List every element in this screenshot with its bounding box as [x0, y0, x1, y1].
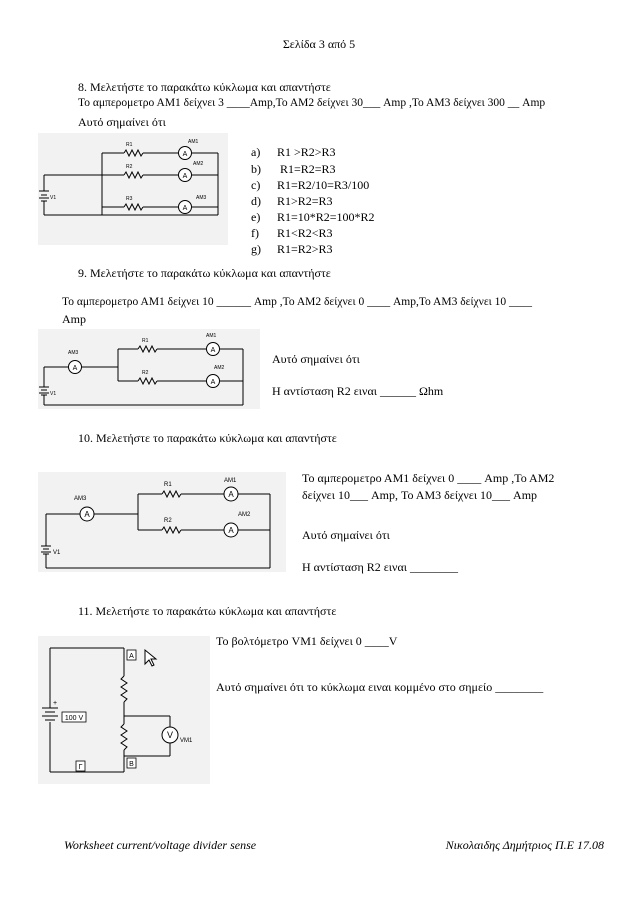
q9-label-r1: R1 [142, 338, 149, 344]
q10-text2: δείχνει 10___ Amp, Το ΑΜ3 δείχνει 10___ Amp [302, 488, 538, 502]
svg-text:A: A [182, 173, 188, 180]
q11-label-b: B [129, 761, 134, 768]
footer-right: Νικολαιδης Δημήτριος Π.Ε 17.08 [445, 838, 604, 852]
q8-label-r3: R3 [126, 196, 133, 202]
page-header: Σελίδα 3 από 5 [282, 37, 356, 51]
q8-option: b) R1=R2=R3 [251, 162, 336, 176]
q9-line1: Το αμπερομετρο ΑΜ1 δείχνει 10 ______ Amp ,Το ΑΜ2 δείχνει 0 ____ Amp,Το ΑΜ3 δείχνει 10 ____ [62, 296, 533, 308]
q11-label-vm1: VM1 [180, 738, 193, 744]
q8-label-r1: R1 [126, 142, 133, 148]
q10-answer1: Αυτό σημαίνει ότι [302, 528, 390, 542]
q10-title: 10. Μελετήστε το παρακάτω κύκλωμα και απαντήστε [78, 431, 337, 445]
q11-label-g: Γ [78, 764, 83, 771]
q8-label-am1: AM1 [188, 139, 199, 145]
q8-label-am3: AM3 [196, 195, 207, 201]
q9-answer2: Η αντίσταση R2 ειναι ______ Ωhm [272, 384, 444, 398]
q8-line2: Αυτό σημαίνει ότι [78, 115, 166, 129]
q8-option: f) R1<R2<R3 [251, 226, 333, 240]
q9-line2: Amp [62, 312, 86, 326]
q9-label-am1: AM1 [206, 333, 217, 339]
q8-label-r2: R2 [126, 164, 133, 170]
q10-label-am2: AM2 [238, 512, 251, 518]
svg-text:+: + [53, 700, 58, 707]
q8-label-am2: AM2 [193, 161, 204, 167]
q8-label-v1: V1 [50, 195, 57, 201]
q11-text2: Αυτό σημαίνει ότι το κύκλωμα ειναι κομμένο στο σημείο ________ [216, 680, 544, 694]
q11-text1: Το βολτόμετρο VM1 δείχνει 0 ____V [216, 634, 398, 648]
q8-option: g) R1=R2>R3 [251, 242, 333, 256]
q8-circuit [38, 133, 228, 245]
q9-label-r2: R2 [142, 370, 149, 376]
q10-label-r1: R1 [164, 482, 172, 488]
q11-label-source: 100 V [64, 715, 84, 722]
svg-text:A: A [228, 490, 234, 499]
q9-answer1: Αυτό σημαίνει ότι [272, 352, 360, 366]
q8-option: d) R1>R2=R3 [251, 194, 333, 208]
q11-label-a: A [129, 653, 134, 660]
q11-circuit [38, 636, 210, 784]
q10-answer2: Η αντίσταση R2 ειναι ________ [302, 560, 458, 574]
svg-text:A: A [182, 151, 188, 158]
q9-label-am3: AM3 [68, 350, 79, 356]
q8-title: 8. Μελετήστε το παρακάτω κύκλωμα και απαντήστε [78, 80, 331, 94]
q10-label-am1: AM1 [224, 478, 237, 484]
footer-left: Worksheet current/voltage divider sense [64, 838, 257, 852]
q9-circuit [38, 329, 260, 409]
q10-label-am3: AM3 [74, 496, 87, 502]
q9-label-am2: AM2 [214, 365, 225, 371]
q8-option: c) R1=R2/10=R3/100 [251, 178, 370, 192]
svg-text:A: A [72, 365, 78, 372]
q8-option: e) R1=10*R2=100*R2 [251, 210, 375, 224]
svg-text:A: A [228, 526, 234, 535]
q9-label-v1: V1 [50, 391, 57, 397]
svg-text:A: A [210, 379, 216, 386]
svg-text:A: A [210, 347, 216, 354]
q11-label-v: V [166, 730, 174, 740]
q8-option: a) R1 >R2>R3 [251, 145, 336, 159]
q10-circuit [38, 472, 286, 572]
svg-text:A: A [182, 205, 188, 212]
q10-label-v1: V1 [53, 550, 61, 556]
q8-line1: Το αμπερομετρο ΑΜ1 δείχνει 3 ____Αmp,Το ΑΜ2 δείχνει 30___ Amp ,Το ΑΜ3 δείχνει 300 __ Amp [78, 97, 546, 109]
svg-text:A: A [84, 510, 90, 519]
q10-text1: Το αμπερομετρο ΑΜ1 δείχνει 0 ____ Amp ,Το ΑΜ2 [302, 471, 555, 485]
q10-label-r2: R2 [164, 518, 172, 524]
q9-title: 9. Μελετήστε το παρακάτω κύκλωμα και απαντήστε [78, 266, 331, 280]
q11-title: 11. Μελετήστε το παρακάτω κύκλωμα και απαντήστε [78, 604, 337, 618]
